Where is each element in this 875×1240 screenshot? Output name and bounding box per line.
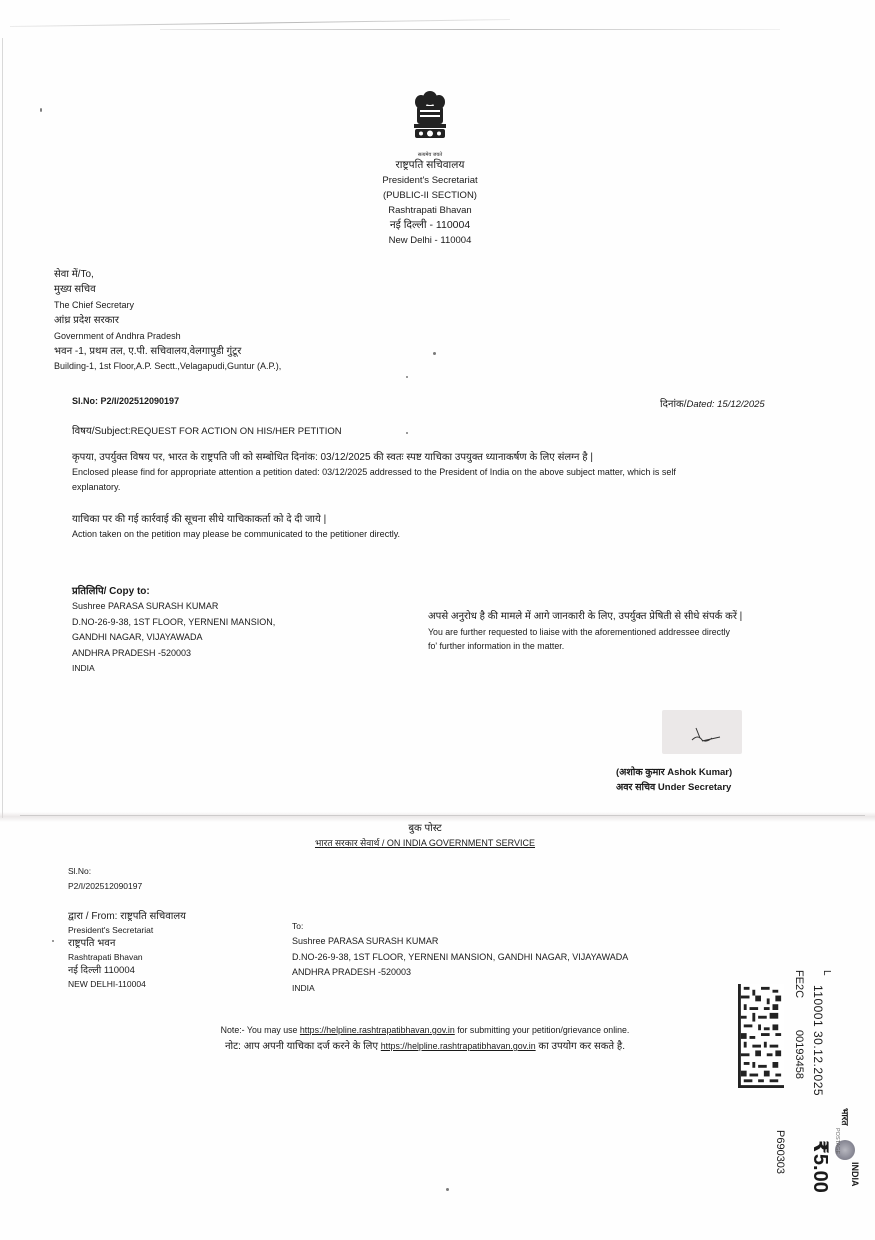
note-hindi-prefix: नोट: आप अपनी याचिका दर्ज करने के लिए [225, 1041, 381, 1052]
subject-text: REQUEST FOR ACTION ON HIS/HER PETITION [130, 426, 342, 437]
note-hindi [180, 1038, 670, 1055]
envelope-sl-value: P2/I/202512090197 [68, 881, 143, 892]
postage-code-l: L [821, 970, 832, 976]
para2-english: Action taken on the petition may please be communicated to the petitioner directly. [72, 529, 401, 539]
scan-speck [433, 352, 436, 355]
envelope-from-block [68, 909, 186, 991]
helpline-note [180, 1022, 670, 1055]
note-hindi-suffix: का उपयोग कर सकते है. [535, 1041, 625, 1052]
building-name: Rashtrapati Bhavan [388, 205, 472, 216]
subject-label: विषय/Subject: [72, 426, 131, 437]
further-request-block [428, 610, 742, 654]
signatory-name: (अशोक कुमार Ashok Kumar) [616, 767, 733, 778]
scan-speck [40, 108, 42, 112]
copy-to-name: Sushree PARASA SURASH KUMAR [72, 601, 219, 612]
govt-english: Government of Andhra Pradesh [54, 330, 181, 341]
dated [660, 396, 765, 410]
from-label: द्वारा / From: राष्ट्रपति सचिवालय [68, 911, 186, 922]
service-label: भारत सरकार सेवार्थ / ON INDIA GOVERNMENT SERVICE [314, 838, 536, 848]
office-name-hindi: राष्ट्रपति सचिवालय [395, 159, 465, 171]
address-english: Building-1, 1st Floor,A.P. Sectt.,Velagapudi,Guntur (A.P.), [54, 361, 282, 372]
envelope-to-block [292, 919, 628, 996]
postage-office-code: FE2C [793, 970, 805, 999]
paper-crease [10, 19, 510, 27]
signature-scribble-icon [662, 710, 742, 754]
envelope-to-line3: INDIA [292, 982, 315, 993]
para1-english-line1: Enclosed please find for appropriate attention a petition dated: 03/12/2025 addressed to the President of India on the above subject matter, which is self [72, 467, 676, 477]
post-type: बुक पोस्ट [408, 823, 442, 834]
copy-to-line3: ANDHRA PRADESH -520003 [72, 647, 192, 658]
copy-to-line4: INDIA [72, 663, 95, 674]
para1-hindi: कृपया, उपर्युक्त विषय पर, भारत के राष्ट्रपति जी को सम्बोधित दिनांक: 03/12/2025 की स्वतः स्पष्ट याचिका उपयुक्त ध्यानाकर्षण के लिए संलग्न है | [72, 452, 593, 463]
from-city-english: NEW DELHI-110004 [68, 979, 146, 990]
paper-edge [2, 38, 3, 818]
postage-amount: ₹5.00 [809, 1140, 831, 1193]
emblem-motto: सत्यमेव जयते [417, 152, 443, 158]
postage-serial: 00193458 [793, 1030, 805, 1079]
dated-value: Dated: 15/12/2025 [686, 399, 765, 410]
further-request-english-line1: You are further requested to liaise with the aforementioned addressee directly [428, 626, 730, 637]
fold-shadow [0, 812, 875, 822]
envelope-to-label: To: [292, 921, 304, 931]
envelope-to-line2: ANDHRA PRADESH -520003 [292, 967, 412, 978]
scan-speck [52, 940, 54, 942]
postage-pin-date: 110001 30.12.2025 [811, 985, 825, 1097]
scan-speck [406, 432, 408, 434]
envelope-sl-label: Sl.No: [68, 866, 92, 876]
further-request-english-line2: fo' further information in the matter. [428, 641, 565, 651]
para1-english-line2: explanatory. [72, 482, 121, 492]
helpline-link[interactable]: https://helpline.rashtrapatibhavan.gov.in [299, 1025, 455, 1035]
letterhead [330, 88, 530, 248]
datamatrix-barcode-icon [738, 984, 784, 1088]
postage-country: INDIA [850, 1162, 860, 1187]
postage-label: POSTAGE [834, 1128, 840, 1155]
scan-speck [446, 1188, 449, 1191]
office-name-english: President's Secretariat [382, 175, 478, 186]
subject-line [72, 423, 342, 437]
copy-to-label: प्रतिलिपि/ Copy to: [72, 586, 150, 597]
postage-country-hindi: भारत [840, 1108, 850, 1126]
signatory-designation: अवर सचिव Under Secretary [616, 782, 732, 793]
copy-to-line1: D.NO-26-9-38, 1ST FLOOR, YERNENI MANSION, [72, 616, 276, 627]
paper-crease [160, 29, 780, 30]
postage-meter-id: P690303 [774, 1130, 786, 1175]
dated-label: दिनांक/ [660, 399, 687, 410]
address-hindi: भवन -1, प्रथम तल, ए.पी. सचिवालय,वेलगापुडी गुंटूर [54, 346, 242, 358]
envelope-serial [68, 864, 142, 895]
city-english: New Delhi - 110004 [388, 235, 472, 246]
body-paragraph-2 [72, 512, 400, 542]
city-hindi: नई दिल्ली - 110004 [389, 219, 471, 231]
scan-speck [406, 376, 408, 378]
title-english: The Chief Secretary [54, 299, 135, 310]
from-building-hindi: राष्ट्रपति भवन [68, 938, 116, 950]
govt-hindi: आंध्र प्रदेश सरकार [54, 315, 119, 327]
addressee-block [54, 267, 281, 375]
to-label: सेवा में/To, [54, 269, 94, 280]
from-building-english: Rashtrapati Bhavan [68, 952, 143, 963]
note-english [180, 1022, 670, 1038]
envelope-header [280, 822, 570, 850]
envelope-to-line1: D.NO-26-9-38, 1ST FLOOR, YERNENI MANSION, GANDHI NAGAR, VIJAYAWADA [292, 951, 629, 962]
fold-line [20, 815, 865, 816]
signatory-block [616, 765, 732, 795]
envelope-to-name: Sushree PARASA SURASH KUMAR [292, 936, 439, 947]
section-name: (PUBLIC-II SECTION) [383, 190, 477, 201]
title-hindi: मुख्य सचिव [54, 284, 96, 296]
body-paragraph-1 [72, 450, 676, 495]
copy-to-block [72, 584, 275, 676]
further-request-hindi: अपसे अनुरोध है की मामले में आगे जानकारी के लिए, उपर्युक्त प्रेषिती से सीधे संपर्क करें | [428, 611, 743, 622]
serial-number: Sl.No: P2/I/202512090197 [72, 396, 180, 406]
signature-image [662, 710, 742, 754]
from-city-hindi: नई दिल्ली 110004 [68, 965, 135, 977]
national-emblem-icon [408, 88, 452, 148]
note-english-prefix: Note:- You may use [220, 1025, 300, 1035]
from-office: President's Secretariat [68, 925, 154, 936]
helpline-link-hindi[interactable]: https://helpline.rashtrapatibhavan.gov.in [380, 1041, 536, 1051]
note-english-suffix: for submitting your petition/grievance online. [454, 1025, 630, 1035]
para2-hindi: याचिका पर की गई कार्रवाई की सूचना सीधे याचिकाकर्ता को दे दी जाये | [72, 514, 327, 525]
copy-to-line2: GANDHI NAGAR, VIJAYAWADA [72, 632, 203, 643]
